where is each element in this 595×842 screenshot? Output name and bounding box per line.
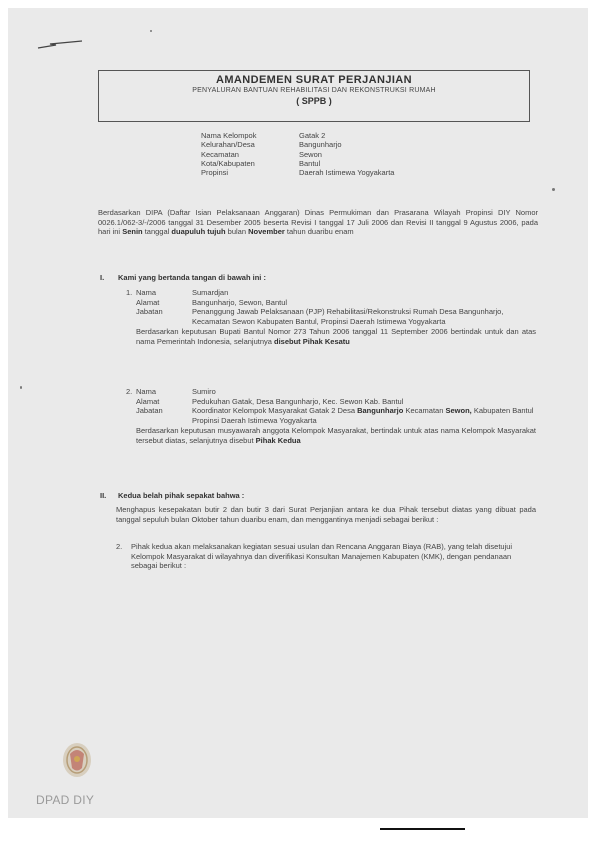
group-info [201, 131, 394, 177]
party-2-note: Berdasarkan keputusan musyawarah anggota Kelompok Masyarakat, bertindak untuk atas nama Kelompok Masyarakat tersebut diatas, selanjutnya disebut Pihak Kedua [136, 426, 536, 445]
document-subtitle: PENYALURAN BANTUAN REHABILITASI DAN REKONSTRUKSI RUMAH [192, 87, 436, 94]
info-row: Nama Kelompok Gatak 2 [201, 131, 326, 140]
intro-paragraph: Berdasarkan DIPA (Daftar Isian Pelaksanaan Anggaran) Dinas Permukiman dan Prasarana Wilayah Propinsi DIY Nomor 0026.1/062-3/-/2006 tanggal 31 Desember 2005 beserta Revisi I tanggal 17 Juli 2006 dan Revisi II tanggal 9 Agustus 2006, pada hari ini Senin tanggal duapuluh tujuh bulan November tahun duaribu enam [98, 208, 538, 237]
paper-speck [20, 386, 22, 389]
section-2-heading: II. Kedua belah pihak sepakat bahwa : [100, 491, 245, 500]
party-2: 2. Nama Sumiro Alamat Pedukuhan Gatak, Desa Bangunharjo, Kec. Sewon Kab. Bantul Jabatan Koordinator Kelompok Masyarakat Gatak 2 Desa Bangunharjo Kecamatan Sewon, Kabupaten Bantul Propinsi Daerah Istimewa Yogyakarta Berdasarkan keputusan musyawarah anggota Kelompok Masyarakat, bertindak untuk atas nama Kelompok Masyarakat tersebut diatas, selanjutnya disebut Pihak Kedua [126, 387, 536, 445]
document-code: ( SPPB ) [296, 96, 332, 106]
document-title: AMANDEMEN SURAT PERJANJIAN [216, 74, 412, 86]
section-2-paragraph: Menghapus kesepakatan butir 2 dan butir 3 dari Surat Perjanjian antara ke dua Pihak tersebut diatas yang dibuat pada tanggal sepuluh bulan Oktober tahun duaribu enam, dan menggantinya menjadi sebagai berikut : [116, 505, 536, 524]
info-row: Kecamatan Sewon [201, 149, 322, 159]
section-1-heading: I. Kami yang bertanda tangan di bawah ini : [100, 273, 266, 282]
dpad-emblem-icon [60, 740, 94, 780]
party-1-note: Berdasarkan keputusan Bupati Bantul Nomor 273 Tahun 2006 tanggal 11 September 2006 bertindak untuk dan atas nama Pemerintah Indonesia, selanjutnya disebut Pihak Kesatu [136, 327, 536, 346]
paper-speck [552, 188, 555, 191]
paper-speck [150, 30, 152, 32]
watermark-text: DPAD DIY [36, 793, 95, 807]
document-page [8, 8, 588, 818]
party-1: 1. Nama Sumardjan Alamat Bangunharjo, Sewon, Bantul Jabatan Penanggung Jawab Pelaksanaan (PJP) Rehabilitasi/Rekonstruksi Rumah Desa Bangunharjo, Kecamatan Sewon Kabupaten Bantul, Propinsi Daerah Istimewa Yogyakarta Berdasarkan keputusan Bupati Bantul Nomor 273 Tahun 2006 tanggal 11 September 2006 bertindak untuk dan atas nama Pemerintah Indonesia, selanjutnya disebut Pihak Kesatu [126, 288, 536, 346]
section-2-item: 2. Pihak kedua akan melaksanakan kegiatan sesuai usulan dan Rencana Anggaran Biaya (RAB), yang telah disetujui Kelompok Masyarakat di wilayahnya dan diverifikasi Konsultan Manajemen Kabupaten (KMK), dengan pendanaan sebagai berikut : [116, 542, 513, 571]
pen-scribble-icon [36, 38, 86, 52]
info-row: Kelurahan/Desa Bangunharjo [201, 140, 342, 150]
info-row: Propinsi Daerah Istimewa Yogyakarta [201, 168, 395, 178]
info-row: Kota/Kabupaten Bantul [201, 158, 321, 168]
page-divider-line [380, 828, 465, 830]
title-box [98, 70, 530, 122]
